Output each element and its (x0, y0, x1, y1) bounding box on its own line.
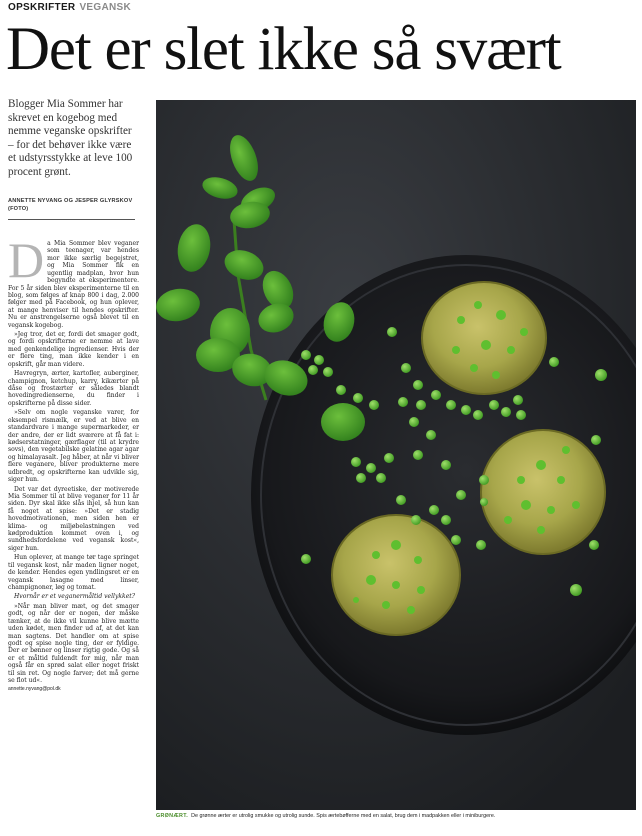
section-label: OPSKRIFTER (8, 2, 76, 13)
article-paragraph: »Når man bliver mæt, og det smager godt, og når der er nogen, der måske tænker, at de ikke vil kunne blive mætte uden kødet, men finder ud af, at det kan man sagtens. Det handler om at spise godt og spise nogle ting, der er fyldige. Der er bønner og linser rigtig gode. Og så er et måltid fuldendt for mig, når man også får en sprød salat eller noget friskt til sin ret. Og nogle farver; det må gerne se flot ud«. (8, 602, 139, 685)
caption-label: GRØNÆRT. (156, 813, 189, 819)
article-paragraph: Havregryn, ærter, kartofler, auberginer, champignon, ketchup, karry, kikærter på dåse og frostærter er således blandt hovedingredienserne, du finder i opskrifterne på disse sider. (8, 370, 139, 407)
article-paragraph: »Selv om nogle veganske varer, for eksempel rismælk, er ved at blive en standardvare i mange supermarkeder, er der andre, der er lidt sværere at få fat i: kødserstatninger, gærflager (til at krydre sovs), den vegetabilske gelatine agar agar og himalayasalt. Jeg håber, at når vi bliver flere veganere, bliver produkterne mere udbredt, og opskrifterne kan udvikle sig, siger hun. (8, 409, 139, 484)
photo-caption (156, 813, 636, 820)
byline-role: (FOTO) (8, 205, 29, 212)
caption-text: De grønne ærter er utrolig smukke og utrolig sunde. Spis ærtebøfferne med en salat, brug dem i madpakken eller i miniburgere. (191, 813, 496, 819)
pea-patty (422, 282, 546, 394)
article-body (8, 232, 139, 694)
pea-patties-illustration (156, 100, 636, 810)
article-paragraph: »Jeg tror, det er, fordi det smager godt, og fordi opskrifterne er nemme at lave med genkendelige ingredienser. Hvis der er flere ting, man ikke kender i en opskrift, går man videre. (8, 331, 139, 368)
drop-cap: D (8, 232, 45, 288)
article-paragraph: Da Mia Sommer blev veganer som teenager, var hendes mor ikke særlig begejstret, og Mia Sommer fik en ugentlig madplan, hvor hun begyndte at eksperimentere. For 5 år siden blev eksperimenterne til en blog, som følges af knap 800 i dag, 2.000 følger med på Facebook, og hun oplever, at mange henviser til hendes opskrifter. Nu er anstrengelserne også blevet til en vegansk kogebog. (8, 232, 139, 329)
food-photo (156, 100, 636, 810)
byline (8, 198, 136, 213)
article-paragraph: Hun oplever, at mange tør tage springet til vegansk kost, når maden ligner noget, de kender. Hendes egen yndlingsret er en vegansk lasagne med linser, champignoner, løg og tomat. (8, 554, 139, 591)
byline-divider (8, 219, 135, 220)
byline-authors: ANNETTE NYVANG OG JESPER GLYRSKOV (8, 198, 133, 204)
headline: Det er slet ikke så svært (6, 16, 561, 83)
interview-question: Hvornår er et veganermåltid vellykket? (14, 593, 135, 601)
lede: Blogger Mia Sommer har skrevet en kogebog med nemme veganske opskrifter – for det behøver ikke være et udstyrsstykke at leve 100 procent grønt. (8, 98, 133, 178)
author-email: annette.nyvang@pol.dk (8, 686, 61, 693)
pea-patty (332, 515, 460, 635)
article-paragraph: Det var det dyreetiske, der motiverede Mia Sommer til at blive veganer for 11 år siden. Dyr skal ikke slås ihjel, så hun kan få noget at spise: »Det er stadig hovedmotivationen, men siden hen er klima- og miljøbelastningen ved kødproduktion kommet oven i, og sundhedsfordelene ved vegansk kost«, siger hun. (8, 485, 139, 552)
section-kicker (8, 2, 131, 13)
subsection-label: VEGANSK (79, 2, 132, 13)
pea-patty (481, 430, 605, 554)
